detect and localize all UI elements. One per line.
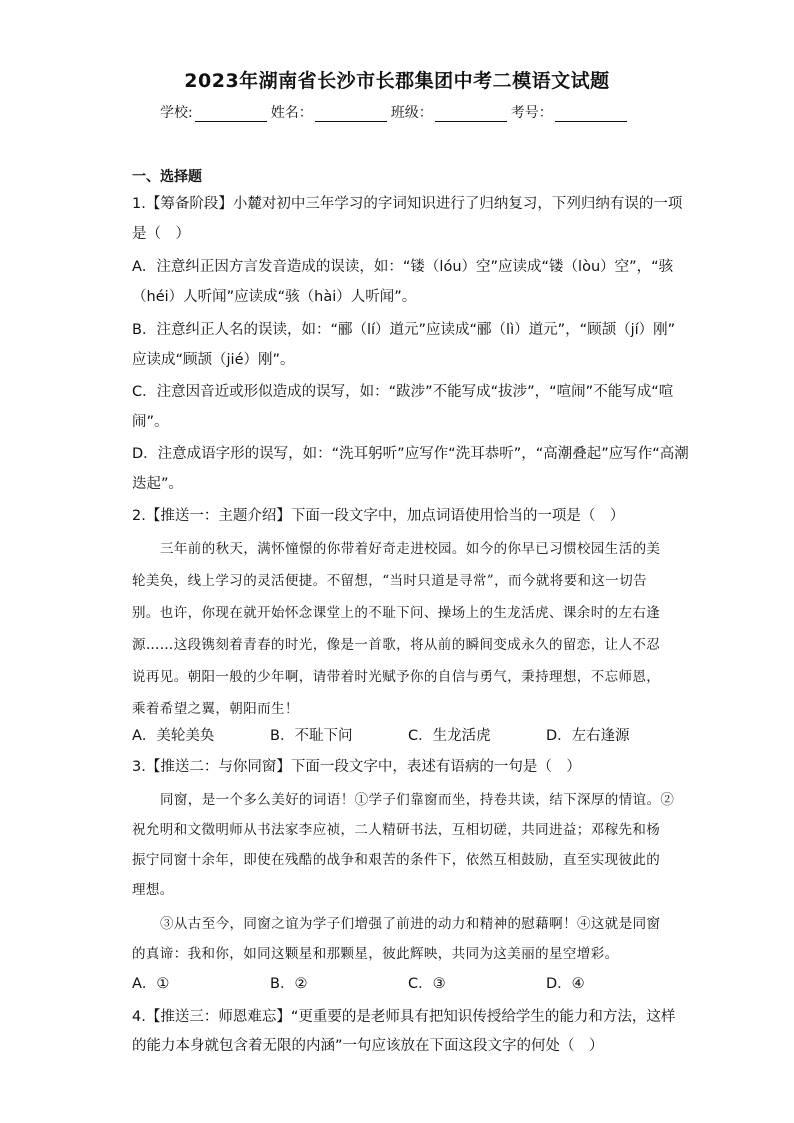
q2-options (132, 724, 684, 745)
q4-stem-line1: 4.【推送三：师恩难忘】“更重要的是老师具有把知识传授给学生的能力和方法，这样 (132, 1009, 676, 1025)
q2-option-a[interactable]: A．美轮美奂 (132, 728, 215, 744)
q3-options (132, 972, 684, 993)
school-label: 学校: (160, 105, 193, 121)
q1-option-a-line1: A．注意纠正因方言发音造成的误读，如：“镂（lóu）空”应读成“镂（lòu）空”，“骇 (132, 259, 674, 275)
q3-passage-line2: 祝允明和文徵明师从书法家李应祯，二人精研书法，互相切磋，共同进益；邓稼先和杨 (132, 822, 661, 838)
q1-option-d-line2: 迭起”。 (132, 476, 184, 492)
q2-passage-line1: 三年前的秋天，满怀憧憬的你带着好奇走进校园。如今的你早已习惯校园生活的美 (160, 541, 661, 557)
q3-passage-line1: 同窗，是一个多么美好的词语！①学子们靠窗而坐，持卷共读，结下深厚的情谊。② (160, 792, 675, 808)
q3-passage-line3: 振宁同窗十余年，即使在残酷的战争和艰苦的条件下，依然互相鼓励，直至实现彼此的 (132, 852, 661, 868)
q3-passage-line4: 理想。 (132, 882, 174, 898)
q1-option-d-line1: D．注意成语字形的误写，如：“洗耳躬听”应写作“洗耳恭听”，“高潮叠起”应写作“高潮 (132, 446, 689, 462)
q2-option-b[interactable]: B．不耻下问 (270, 728, 353, 744)
q2-option-d[interactable]: D．左右逢源 (546, 728, 630, 744)
q1-option-b-line1: B．注意纠正人名的误读，如：“郦（lí）道元”应读成“郦（lì）道元”，“顾颉（jí）刚” (132, 322, 676, 338)
exam-number-label: 考号： (510, 105, 553, 121)
q1-option-a-line2: （héi）人听闻”应读成“骇（hài）人听闻”。 (132, 289, 417, 305)
name-blank (315, 107, 387, 122)
q2-stem: 2.【推送一：主题介绍】下面一段文字中，加点词语使用恰当的一项是（ ） (132, 508, 625, 524)
q2-option-c[interactable]: C．生龙活虎 (408, 728, 491, 744)
q1-option-c-line1: C．注意因音近或形似造成的误写，如：“跋涉”不能写成“拔涉”，“喧闹”不能写成“喧 (132, 384, 674, 400)
q1-option-c-line2: 闹”。 (132, 414, 169, 430)
q3-option-d[interactable]: D．④ (546, 976, 585, 992)
q2-passage-line6: 乘着希望之翼，朝阳而生！ (132, 701, 299, 717)
school-blank (195, 107, 267, 122)
q3-passage-line6: 的真谛：我和你，如同这颗星和那颗星，彼此辉映，共同为这美丽的星空增彩。 (132, 946, 619, 962)
q2-passage-line3: 别。也许，你现在就开始怀念课堂上的不耻下问、操场上的生龙活虎、课余时的左右逢 (132, 605, 661, 621)
q1-option-b-line2: 应读成“顾颉（jié）刚”。 (132, 352, 295, 368)
q2-passage-line4: 源……这段镌刻着青春的时光，像是一首歌，将从前的瞬间变成永久的留恋，让人不忍 (132, 637, 661, 653)
section-heading: 一、选择题 (132, 169, 202, 185)
q3-option-b[interactable]: B．② (270, 976, 308, 992)
page-title: 2023年湖南省长沙市长郡集团中考二模语文试题 (184, 70, 610, 92)
q3-option-a[interactable]: A．① (132, 976, 170, 992)
q2-passage-line2: 轮美奂，线上学习的灵活便捷。不留想，“当时只道是寻常”，而今就将要和这一切告 (132, 573, 648, 589)
class-blank (435, 107, 507, 122)
q3-option-c[interactable]: C．③ (408, 976, 446, 992)
q1-stem-line2: 是（ ） (132, 226, 190, 242)
q4-stem-line2: 的能力本身就包含着无限的内涵”一句应该放在下面这段文字的何处（ ） (132, 1038, 604, 1054)
exam-number-blank (555, 107, 627, 122)
q2-passage-line5: 说再见。朝阳一般的少年啊，请带着时光赋予你的自信与勇气，秉持理想，不忘师恩， (132, 669, 661, 685)
q1-stem-line1: 1.【筹备阶段】小麓对初中三年学习的字词知识进行了归纳复习，下列归纳有误的一项 (132, 196, 683, 212)
student-info-row (160, 102, 631, 122)
q3-stem: 3.【推送二：与你同窗】下面一段文字中，表述有语病的一句是（ ） (132, 759, 581, 775)
class-label: 班级： (390, 105, 433, 121)
q3-passage-line5: ③从古至今，同窗之谊为学子们增强了前进的动力和精神的慰藉啊！④这就是同窗 (160, 916, 661, 932)
name-label: 姓名： (270, 105, 313, 121)
